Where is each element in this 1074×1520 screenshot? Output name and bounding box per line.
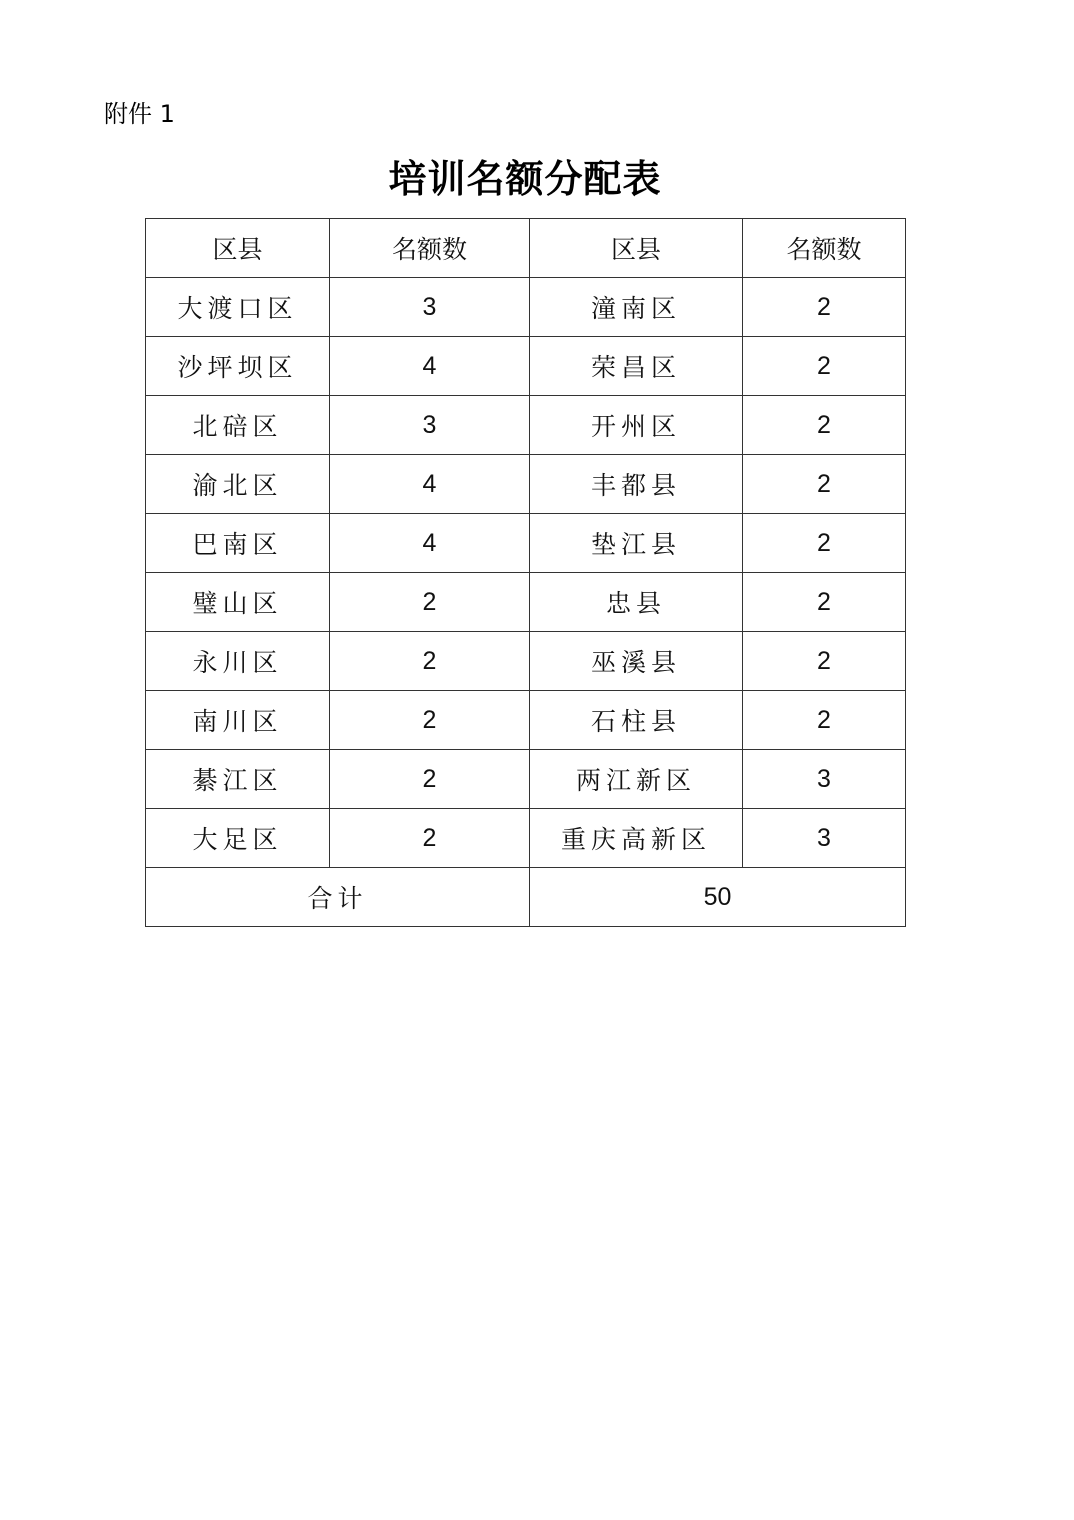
district-cell: 沙坪坝区 <box>146 337 330 396</box>
header-district-left: 区县 <box>146 219 330 278</box>
district-cell: 石柱县 <box>530 691 743 750</box>
quota-table <box>145 218 906 927</box>
district-cell: 荣昌区 <box>530 337 743 396</box>
district-cell: 渝北区 <box>146 455 330 514</box>
table-row <box>146 514 906 573</box>
table-header-row <box>146 219 906 278</box>
page-title: 培训名额分配表 <box>388 156 662 201</box>
quota-cell: 2 <box>743 632 906 691</box>
district-cell: 綦江区 <box>146 750 330 809</box>
quota-cell: 2 <box>330 573 530 632</box>
district-cell: 丰都县 <box>530 455 743 514</box>
quota-cell: 2 <box>330 809 530 868</box>
quota-cell: 3 <box>743 750 906 809</box>
quota-cell: 2 <box>743 455 906 514</box>
total-row <box>146 868 906 927</box>
header-quota-left: 名额数 <box>330 219 530 278</box>
quota-cell: 2 <box>330 632 530 691</box>
table-row <box>146 573 906 632</box>
quota-cell: 3 <box>330 278 530 337</box>
quota-cell: 2 <box>743 278 906 337</box>
district-cell: 忠县 <box>530 573 743 632</box>
quota-cell: 3 <box>743 809 906 868</box>
table-row <box>146 750 906 809</box>
quota-cell: 2 <box>743 396 906 455</box>
total-label: 合计 <box>146 868 530 927</box>
quota-cell: 2 <box>743 573 906 632</box>
quota-cell: 2 <box>743 691 906 750</box>
table-row <box>146 455 906 514</box>
table-row <box>146 632 906 691</box>
table-row <box>146 396 906 455</box>
quota-cell: 2 <box>330 691 530 750</box>
district-cell: 开州区 <box>530 396 743 455</box>
quota-cell: 4 <box>330 455 530 514</box>
district-cell: 南川区 <box>146 691 330 750</box>
district-cell: 重庆高新区 <box>530 809 743 868</box>
district-cell: 永川区 <box>146 632 330 691</box>
district-cell: 巴南区 <box>146 514 330 573</box>
district-cell: 北碚区 <box>146 396 330 455</box>
table-row <box>146 337 906 396</box>
quota-cell: 4 <box>330 337 530 396</box>
quota-cell: 2 <box>743 514 906 573</box>
table-row <box>146 691 906 750</box>
table-row <box>146 809 906 868</box>
header-district-right: 区县 <box>530 219 743 278</box>
quota-cell: 2 <box>330 750 530 809</box>
table-row <box>146 278 906 337</box>
quota-cell: 3 <box>330 396 530 455</box>
header-quota-right: 名额数 <box>743 219 906 278</box>
quota-cell: 4 <box>330 514 530 573</box>
district-cell: 大渡口区 <box>146 278 330 337</box>
district-cell: 潼南区 <box>530 278 743 337</box>
district-cell: 两江新区 <box>530 750 743 809</box>
total-value: 50 <box>530 868 906 927</box>
district-cell: 璧山区 <box>146 573 330 632</box>
district-cell: 大足区 <box>146 809 330 868</box>
attachment-label: 附件 1 <box>104 100 175 128</box>
district-cell: 垫江县 <box>530 514 743 573</box>
district-cell: 巫溪县 <box>530 632 743 691</box>
quota-cell: 2 <box>743 337 906 396</box>
